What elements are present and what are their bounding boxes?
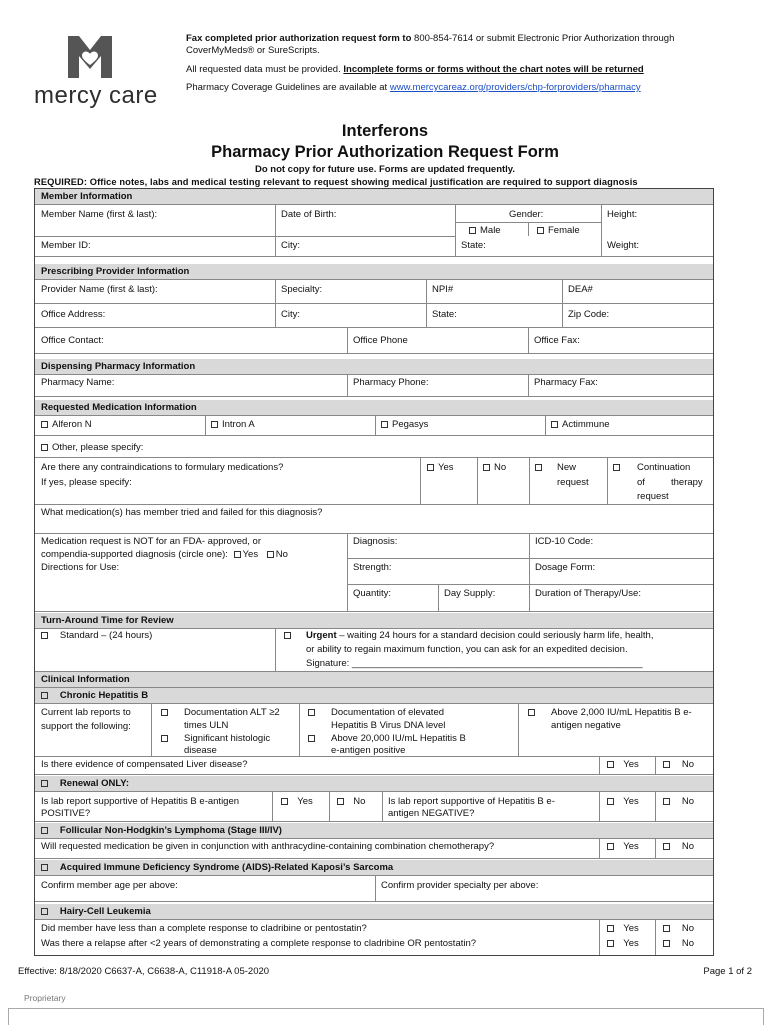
liver-yes-checkbox[interactable] xyxy=(607,761,614,768)
male-label: Male xyxy=(480,225,501,236)
divider xyxy=(151,703,152,756)
duration-of-therapy-field[interactable]: Duration of Therapy/Use: xyxy=(535,588,641,599)
logo-text: mercy care xyxy=(34,82,158,109)
urgent-description xyxy=(306,630,653,642)
member-id-field[interactable]: Member ID: xyxy=(41,240,91,251)
divider xyxy=(35,901,713,902)
hairy-cell-checkbox[interactable] xyxy=(41,908,48,915)
strength-field[interactable]: Strength: xyxy=(353,562,392,573)
lab-reports-line1: Current lab reports to xyxy=(41,707,131,718)
contra-yes-checkbox[interactable] xyxy=(427,464,434,471)
divider xyxy=(35,504,713,505)
member-state-field[interactable]: State: xyxy=(461,240,486,251)
day-supply-field[interactable]: Day Supply: xyxy=(444,588,496,599)
member-name-field[interactable]: Member Name (first & last): xyxy=(41,209,158,220)
directions-for-use-field[interactable]: Directions for Use: xyxy=(41,562,120,573)
positive-no-label: No xyxy=(353,796,366,807)
confirm-age-field[interactable]: Confirm member age per above: xyxy=(41,880,178,891)
divider xyxy=(35,703,713,704)
divider xyxy=(35,533,713,534)
divider xyxy=(35,236,455,237)
divider xyxy=(599,838,600,858)
hcl2-no-label: No xyxy=(681,938,695,949)
hcl2-yes-label: Yes xyxy=(623,938,639,949)
alt-option[interactable] xyxy=(161,707,172,719)
female-checkbox[interactable] xyxy=(537,227,544,234)
divider xyxy=(35,858,713,859)
turnaround-heading: Turn-Around Time for Review xyxy=(35,613,713,628)
contraindications-question: Are there any contraindications to formulary medications? xyxy=(41,462,284,473)
divider xyxy=(347,558,713,559)
divider xyxy=(35,303,713,304)
gender-female-option[interactable] xyxy=(537,225,580,237)
histologic-line2: disease xyxy=(184,745,217,756)
alferon-label: Alferon N xyxy=(52,419,92,430)
mercy-care-m-heart-icon xyxy=(68,34,112,78)
renewal-label: Renewal ONLY: xyxy=(59,778,130,789)
divider xyxy=(607,457,608,504)
divider xyxy=(375,415,376,435)
dna-line1: Documentation of elevated xyxy=(331,707,445,718)
chemotherapy-question: Will requested medication be given in conjunction with anthracydine-containing combination chemotherapy? xyxy=(41,841,495,852)
requested-medication-heading: Requested Medication Information xyxy=(35,400,713,415)
dna-line2: Hepatitis B Virus DNA level xyxy=(331,720,446,731)
fda-approved-question xyxy=(41,536,341,548)
above-20000-option[interactable] xyxy=(308,733,319,745)
divider xyxy=(35,838,713,839)
above-2000-line2: antigen negative xyxy=(551,720,621,731)
hcl1-no-checkbox[interactable] xyxy=(663,925,670,932)
divider xyxy=(347,374,348,396)
office-phone-field[interactable]: Office Phone xyxy=(353,335,408,346)
actimmune-checkbox[interactable] xyxy=(551,421,558,428)
divider xyxy=(35,774,713,775)
divider xyxy=(347,584,713,585)
divider xyxy=(275,204,276,256)
divider xyxy=(35,611,713,612)
liver-no-option[interactable] xyxy=(663,759,694,771)
divider xyxy=(528,222,529,236)
chemo-yes-label: Yes xyxy=(623,841,639,852)
divider xyxy=(35,279,713,280)
renewal-only-heading xyxy=(35,776,713,791)
alt-line1: Documentation ALT ≥2 xyxy=(184,707,280,718)
fda-question-text: compendia-supported diagnosis (circle one): xyxy=(41,549,228,560)
alferon-checkbox[interactable] xyxy=(41,421,48,428)
hcl1-no-option[interactable] xyxy=(663,923,694,935)
fda-question-line2 xyxy=(41,549,288,561)
liver-no-label: No xyxy=(681,759,695,770)
urgent-line1: – waiting 24 hours for a standard decision could seriously harm life, health, xyxy=(336,630,654,641)
intron-label: Intron A xyxy=(222,419,255,430)
hcl1-yes-option[interactable] xyxy=(607,923,639,935)
hairy-cell-leukemia-heading xyxy=(35,904,713,919)
effective-date: Effective: 8/18/2020 C6637-A, C6638-A, C11918-A 05-2020 xyxy=(18,966,270,977)
standard-label: Standard – (24 hours) xyxy=(59,630,153,641)
required-data-underlined: Incomplete forms or forms without the chart notes will be returned xyxy=(343,64,644,75)
clinical-information-heading: Clinical Information xyxy=(35,672,713,687)
divider xyxy=(420,457,421,504)
intron-checkbox[interactable] xyxy=(211,421,218,428)
hcl2-no-option[interactable] xyxy=(663,938,694,950)
intron-option[interactable] xyxy=(211,419,255,431)
continuation-option[interactable] xyxy=(613,462,624,474)
standard-checkbox[interactable] xyxy=(41,632,48,639)
signature-field[interactable]: Signature: _______________________________________________________ xyxy=(306,658,643,669)
pegasys-option[interactable] xyxy=(381,419,428,431)
page-number: Page 1 of 2 xyxy=(703,966,752,977)
required-data-plain: All requested data must be provided. xyxy=(186,64,344,75)
renewal-checkbox[interactable] xyxy=(41,780,48,787)
divider xyxy=(529,457,530,504)
negative-yes-label: Yes xyxy=(623,796,639,807)
divider xyxy=(35,756,713,757)
positive-no-checkbox[interactable] xyxy=(337,798,344,805)
positive-question-line2: POSITIVE? xyxy=(41,808,91,819)
divider xyxy=(35,457,713,458)
guidelines-text: Pharmacy Coverage Guidelines are available at xyxy=(186,82,390,93)
divider xyxy=(35,821,713,822)
lab-reports-line2: support the following: xyxy=(41,721,131,732)
urgent-label: Urgent xyxy=(306,630,337,641)
histologic-option[interactable] xyxy=(161,733,172,745)
npi-field[interactable]: NPI# xyxy=(432,284,454,295)
office-city-field[interactable]: City: xyxy=(281,309,300,320)
continuation-label: Continuation xyxy=(637,462,691,473)
above-2000-checkbox[interactable] xyxy=(528,709,535,716)
divider xyxy=(35,919,713,920)
divider xyxy=(347,327,348,353)
guidelines-link[interactable]: www.mercycareaz.org/providers/chp-forproviders/pharmacy xyxy=(389,82,641,93)
divider xyxy=(438,584,439,611)
confirm-specialty-field[interactable]: Confirm provider specialty per above: xyxy=(381,880,539,891)
liver-no-checkbox[interactable] xyxy=(663,761,670,768)
urgent-checkbox[interactable] xyxy=(284,632,291,639)
required-data-notice xyxy=(186,64,644,76)
prescribing-provider-heading: Prescribing Provider Information xyxy=(35,264,713,279)
request-form xyxy=(34,188,714,956)
new-request-checkbox[interactable] xyxy=(535,464,542,471)
divider xyxy=(655,838,656,858)
fda-no-label: No xyxy=(275,549,288,560)
positive-no-option[interactable] xyxy=(337,796,365,808)
fax-instructions-line2: CoverMyMeds® or SureScripts. xyxy=(186,45,320,56)
weight-field[interactable]: Weight: xyxy=(607,240,640,251)
contraindications-specify-field[interactable]: If yes, please specify: xyxy=(41,477,132,488)
divider xyxy=(35,327,713,328)
pegasys-label: Pegasys xyxy=(392,419,429,430)
dea-field[interactable]: DEA# xyxy=(568,284,593,295)
follicular-lymphoma-heading xyxy=(35,823,713,838)
chemo-no-label: No xyxy=(681,841,695,852)
contra-yes-option[interactable] xyxy=(427,462,454,474)
hcl2-yes-checkbox[interactable] xyxy=(607,940,614,947)
divider xyxy=(35,353,713,354)
height-field[interactable]: Height: xyxy=(607,209,638,220)
above-2000-option[interactable] xyxy=(528,707,539,719)
hcl2-yes-option[interactable] xyxy=(607,938,639,950)
quantity-field[interactable]: Quantity: xyxy=(353,588,392,599)
hairy-cell-label: Hairy-Cell Leukemia xyxy=(59,906,151,917)
divider xyxy=(528,327,529,353)
fax-instructions-rest: 800-854-7614 or submit Electronic Prior Authorization through xyxy=(411,33,675,44)
chemo-yes-checkbox[interactable] xyxy=(607,843,614,850)
liver-yes-label: Yes xyxy=(623,759,639,770)
divider xyxy=(528,374,529,396)
actimmune-option[interactable] xyxy=(551,419,610,431)
urgent-review-option[interactable] xyxy=(284,630,295,642)
male-checkbox[interactable] xyxy=(469,227,476,234)
dna-checkbox[interactable] xyxy=(308,709,315,716)
hepatitis-b-label: Chronic Hepatitis B xyxy=(59,690,149,701)
above-20000-line2: e-antigen positive xyxy=(331,745,406,756)
new-request-option[interactable] xyxy=(535,462,546,474)
dispensing-pharmacy-heading: Dispensing Pharmacy Information xyxy=(35,359,713,374)
office-state-field[interactable]: State: xyxy=(432,309,457,320)
divider xyxy=(601,204,602,256)
divider xyxy=(655,919,656,955)
divider xyxy=(35,396,713,397)
form-subtitle: Pharmacy Prior Authorization Request Form xyxy=(211,143,559,161)
divider xyxy=(329,791,330,821)
office-contact-field[interactable]: Office Contact: xyxy=(41,335,104,346)
tried-failed-question[interactable]: What medication(s) has member tried and failed for this diagnosis? xyxy=(41,507,323,518)
mercy-care-logo xyxy=(30,34,158,114)
chronic-hepatitis-b-heading xyxy=(35,688,713,703)
alt-line2: times ULN xyxy=(184,720,229,731)
provider-name-field[interactable]: Provider Name (first & last): xyxy=(41,284,158,295)
new-label: New xyxy=(557,462,577,473)
fax-instructions xyxy=(186,33,674,45)
divider xyxy=(35,204,713,205)
divider xyxy=(35,875,713,876)
dosage-form-field[interactable]: Dosage Form: xyxy=(535,562,596,573)
zip-code-field[interactable]: Zip Code: xyxy=(568,309,610,320)
guidelines-notice xyxy=(186,82,641,94)
copy-note: Do not copy for future use. Forms are updated frequently. xyxy=(254,164,516,175)
chemo-no-checkbox[interactable] xyxy=(663,843,670,850)
follicular-checkbox[interactable] xyxy=(41,827,48,834)
divider xyxy=(35,374,713,375)
other-label: Other, please specify: xyxy=(52,442,144,453)
above-20000-line1: Above 20,000 IU/mL Hepatitis B xyxy=(331,733,466,744)
standard-review-option[interactable] xyxy=(41,630,152,642)
divider xyxy=(455,204,456,256)
divider xyxy=(35,415,713,416)
negative-no-option[interactable] xyxy=(663,796,694,808)
form-title: Interferons xyxy=(341,122,429,140)
urgent-line2: or ability to regain maximum function, you can ask for an expedited decision. xyxy=(306,644,628,655)
liver-yes-option[interactable] xyxy=(607,759,639,771)
dna-option[interactable] xyxy=(308,707,319,719)
hepatitis-b-checkbox[interactable] xyxy=(41,692,48,699)
proprietary-label: Proprietary xyxy=(24,993,66,1003)
pharmacy-phone-field[interactable]: Pharmacy Phone: xyxy=(353,377,429,388)
negative-no-label: No xyxy=(681,796,695,807)
gender-male-option[interactable] xyxy=(469,225,501,237)
positive-yes-checkbox[interactable] xyxy=(281,798,288,805)
liver-disease-question: Is there evidence of compensated Liver disease? xyxy=(41,759,248,770)
hcl1-no-label: No xyxy=(681,923,695,934)
fax-instructions-bold: Fax completed prior authorization request form to xyxy=(186,33,412,44)
fda-yes-checkbox[interactable] xyxy=(234,551,241,558)
aids-label: Acquired Immune Deficiency Syndrome (AIDS)-Related Kaposi’s Sarcoma xyxy=(59,862,394,873)
chemo-no-option[interactable] xyxy=(663,841,694,853)
pharmacy-fax-field[interactable]: Pharmacy Fax: xyxy=(534,377,598,388)
contra-yes-label: Yes xyxy=(438,462,454,473)
divider xyxy=(375,875,376,901)
continuation-of-label: of xyxy=(637,477,645,488)
cladribine-response-question: Did member have less than a complete response to cladribine or pentostatin? xyxy=(41,923,367,934)
pegasys-checkbox[interactable] xyxy=(381,421,388,428)
divider xyxy=(35,435,713,436)
above-20000-checkbox[interactable] xyxy=(308,735,315,742)
fda-question-line1: Medication request is NOT for an FDA- approved, or xyxy=(41,536,262,547)
other-medication-option[interactable] xyxy=(41,442,143,454)
office-address-field[interactable]: Office Address: xyxy=(41,309,106,320)
alt-checkbox[interactable] xyxy=(161,709,168,716)
positive-yes-option[interactable] xyxy=(281,796,313,808)
divider xyxy=(299,703,300,756)
divider xyxy=(655,791,656,821)
divider xyxy=(35,256,713,257)
required-documents-note: REQUIRED: Office notes, labs and medical testing relevant to request showing medical justification are required to support diagnosis xyxy=(34,177,638,187)
icd10-field[interactable]: ICD-10 Code: xyxy=(535,536,594,547)
member-city-field[interactable]: City: xyxy=(281,240,300,251)
diagnosis-field[interactable]: Diagnosis: xyxy=(353,536,398,547)
follicular-label: Follicular Non-Hodgkin’s Lymphoma (Stage III/IV) xyxy=(59,825,282,836)
divider xyxy=(205,415,206,435)
divider xyxy=(655,756,656,774)
divider xyxy=(347,533,348,611)
actimmune-label: Actimmune xyxy=(562,419,610,430)
divider xyxy=(382,791,383,821)
page-edge xyxy=(8,1008,764,1025)
divider xyxy=(599,791,600,821)
divider xyxy=(599,756,600,774)
divider xyxy=(275,628,276,671)
divider xyxy=(35,628,713,629)
member-information-heading: Member Information xyxy=(35,189,713,204)
relapse-question: Was there a relapse after <2 years of demonstrating a complete response to cladribine OR pentostatin? xyxy=(41,938,477,949)
date-of-birth-field[interactable]: Date of Birth: xyxy=(281,209,337,220)
positive-question-line1: Is lab report supportive of Hepatitis B e-antigen xyxy=(41,796,240,807)
other-checkbox[interactable] xyxy=(41,444,48,451)
divider xyxy=(518,703,519,756)
contra-no-checkbox[interactable] xyxy=(483,464,490,471)
aids-kaposi-heading xyxy=(35,860,713,875)
histologic-line1: Significant histologic xyxy=(184,733,271,744)
office-fax-field[interactable]: Office Fax: xyxy=(534,335,580,346)
request-label: request xyxy=(557,477,589,488)
negative-question-line2: antigen NEGATIVE? xyxy=(388,808,475,819)
continuation-checkbox[interactable] xyxy=(613,464,620,471)
contra-no-option[interactable] xyxy=(483,462,506,474)
hcl1-yes-label: Yes xyxy=(623,923,639,934)
divider xyxy=(529,533,530,611)
continuation-request-label: request xyxy=(637,491,669,502)
histologic-checkbox[interactable] xyxy=(161,735,168,742)
divider xyxy=(545,415,546,435)
female-label: Female xyxy=(548,225,580,236)
specialty-field[interactable]: Specialty: xyxy=(281,284,323,295)
fda-no-checkbox[interactable] xyxy=(267,551,274,558)
aids-checkbox[interactable] xyxy=(41,864,48,871)
chemo-yes-option[interactable] xyxy=(607,841,639,853)
divider xyxy=(35,791,713,792)
negative-question-line1: Is lab report supportive of Hepatitis B e- xyxy=(388,796,555,807)
alferon-option[interactable] xyxy=(41,419,92,431)
pharmacy-name-field[interactable]: Pharmacy Name: xyxy=(41,377,115,388)
hcl1-yes-checkbox[interactable] xyxy=(607,925,614,932)
negative-no-checkbox[interactable] xyxy=(663,798,670,805)
divider xyxy=(477,457,478,504)
hcl2-no-checkbox[interactable] xyxy=(663,940,670,947)
contra-no-label: No xyxy=(494,462,507,473)
positive-yes-label: Yes xyxy=(297,796,313,807)
negative-yes-checkbox[interactable] xyxy=(607,798,614,805)
continuation-therapy-label: therapy xyxy=(671,477,703,488)
negative-yes-option[interactable] xyxy=(607,796,639,808)
divider xyxy=(272,791,273,821)
above-2000-line1: Above 2,000 IU/mL Hepatitis B e- xyxy=(551,707,692,718)
gender-label: Gender: xyxy=(509,209,544,220)
fda-yes-label: Yes xyxy=(242,549,259,560)
divider xyxy=(599,919,600,955)
